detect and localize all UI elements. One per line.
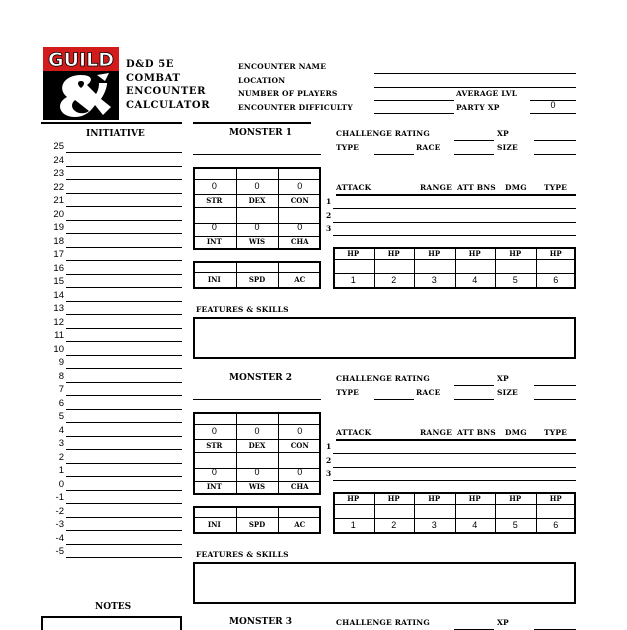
grid-row-line [193, 439, 321, 440]
race-label: RACE [416, 388, 441, 397]
attack-header: ATTACK [336, 183, 372, 192]
initiative-entry-line[interactable] [66, 490, 182, 491]
attack-entry-line[interactable] [333, 235, 576, 236]
hp-slot-number: 4 [472, 520, 478, 530]
grid-row-line [193, 517, 321, 518]
initiative-number: 5 [58, 411, 64, 422]
ability-score-label: WIS [248, 237, 266, 246]
xp-field[interactable] [534, 385, 576, 386]
initiative-number: 0 [58, 478, 64, 490]
xp-field[interactable] [534, 140, 576, 141]
hp-slot-number: 4 [472, 275, 478, 285]
initiative-number: 24 [53, 154, 64, 166]
initiative-number: -3 [55, 519, 64, 530]
grid-row-line [193, 194, 321, 195]
location-label: LOCATION [238, 76, 286, 85]
encounter-name-field[interactable] [374, 73, 576, 74]
hp-header: HP [387, 249, 400, 258]
initiative-entry-line[interactable] [66, 463, 182, 464]
type-label: TYPE [336, 143, 360, 152]
challenge-rating-label: CHALLENGE RATING [336, 129, 430, 138]
grid-row-line [193, 272, 321, 273]
hp-slot-number: 6 [553, 520, 559, 530]
initiative-entry-line[interactable] [66, 220, 182, 221]
hp-input[interactable] [376, 506, 413, 517]
hp-slot-number: 5 [512, 275, 518, 285]
initiative-number: 11 [54, 330, 64, 341]
party-xp-value: 0 [550, 100, 556, 110]
race-field[interactable] [454, 154, 494, 155]
attack-entry-line[interactable] [333, 480, 576, 481]
grid-row-line [333, 504, 576, 505]
party-xp-field[interactable] [530, 113, 576, 114]
hp-input[interactable] [335, 506, 372, 517]
misc-stat-label: INI [207, 520, 221, 529]
initiative-entry-line[interactable] [66, 395, 182, 396]
initiative-entry-line[interactable] [66, 503, 182, 504]
ability-score-value[interactable]: 0 [211, 426, 217, 436]
party-xp-label: PARTY XP [456, 103, 500, 112]
challenge-rating-field[interactable] [454, 385, 494, 386]
challenge-rating-label: CHALLENGE RATING [336, 618, 430, 627]
hp-slot-number: 3 [431, 275, 437, 285]
hp-slot-number: 2 [391, 520, 397, 530]
initiative-entry-line[interactable] [66, 530, 182, 531]
initiative-entry-line[interactable] [66, 449, 182, 450]
ability-score-label: WIS [248, 482, 266, 491]
initiative-entry-line[interactable] [66, 476, 182, 477]
size-label: SIZE [497, 388, 518, 397]
initiative-number: 2 [58, 451, 64, 463]
initiative-number: 21 [53, 195, 64, 206]
misc-stat-label: AC [294, 520, 306, 529]
range-header: RANGE [420, 183, 453, 192]
features-skills-label: FEATURES & SKILLS [196, 550, 289, 559]
initiative-number: 10 [53, 343, 64, 355]
attack-row-number: 3 [326, 224, 332, 233]
hp-input[interactable] [416, 506, 453, 517]
grid-row-line [333, 518, 576, 519]
grid-row-line [193, 424, 321, 425]
initiative-number: 6 [58, 397, 64, 409]
challenge-rating-field[interactable] [454, 140, 494, 141]
hp-input[interactable] [457, 261, 494, 272]
initiative-number: 19 [53, 222, 64, 233]
initiative-number: 1 [58, 465, 64, 476]
initiative-number: 17 [53, 249, 64, 260]
header-right-divider [193, 122, 311, 124]
initiative-entry-line[interactable] [66, 355, 182, 356]
range-header: RANGE [420, 428, 453, 437]
hp-slot-number: 1 [350, 520, 356, 530]
ability-score-value[interactable]: 0 [211, 222, 217, 232]
initiative-entry-line[interactable] [66, 152, 182, 153]
ability-score-label: STR [206, 196, 223, 205]
initiative-number: -4 [55, 532, 64, 544]
ability-score-label: CON [290, 196, 309, 205]
grid-row-line [193, 452, 321, 453]
monster-name-field[interactable] [193, 154, 321, 155]
hp-header: HP [428, 494, 441, 503]
ability-score-value[interactable]: 0 [254, 426, 260, 436]
hp-header: HP [387, 494, 400, 503]
hp-slot-number: 3 [431, 520, 437, 530]
attack-row-number: 1 [326, 197, 332, 206]
initiative-entry-line[interactable] [66, 382, 182, 383]
ability-score-label: INT [206, 482, 222, 491]
hp-input[interactable] [335, 261, 372, 272]
initiative-entry-line[interactable] [66, 328, 182, 329]
initiative-entry-line[interactable] [66, 544, 182, 545]
att-bns-header: ATT BNS [457, 428, 496, 437]
type-field[interactable] [374, 154, 414, 155]
attack-entry-line[interactable] [333, 467, 576, 468]
initiative-entry-line[interactable] [66, 274, 182, 275]
initiative-number: 14 [53, 289, 64, 301]
ability-score-value[interactable]: 0 [254, 181, 260, 191]
initiative-entry-line[interactable] [66, 206, 182, 207]
attack-entry-line[interactable] [333, 208, 576, 209]
attack-entry-line[interactable] [333, 453, 576, 454]
number-of-players-label: NUMBER OF PLAYERS [238, 89, 338, 98]
initiative-entry-line[interactable] [66, 260, 182, 261]
misc-stat-label: SPD [248, 275, 266, 284]
ability-score-label: CHA [290, 482, 309, 491]
attack-row-number: 1 [326, 442, 332, 451]
initiative-entry-line[interactable] [66, 193, 182, 194]
initiative-number: -1 [55, 492, 64, 503]
initiative-number: 16 [53, 262, 64, 274]
encounter-difficulty-label: ENCOUNTER DIFFICULTY [238, 103, 353, 112]
hp-header: HP [549, 249, 562, 258]
size-label: SIZE [497, 143, 518, 152]
initiative-number: 9 [58, 357, 64, 368]
encounter-name-label: ENCOUNTER NAME [238, 62, 327, 71]
attack-entry-line[interactable] [333, 222, 576, 223]
hp-header: HP [468, 249, 481, 258]
ability-score-label: CON [290, 441, 309, 450]
initiative-entry-line[interactable] [66, 233, 182, 234]
features-skills-label: FEATURES & SKILLS [196, 305, 289, 314]
initiative-entry-line[interactable] [66, 314, 182, 315]
header-left-divider [41, 122, 182, 124]
initiative-number: 13 [53, 303, 64, 314]
initiative-entry-line[interactable] [66, 517, 182, 518]
initiative-number: -2 [55, 505, 64, 517]
race-field[interactable] [454, 399, 494, 400]
hp-header: HP [428, 249, 441, 258]
initiative-number: 18 [53, 235, 64, 247]
size-field[interactable] [534, 399, 576, 400]
dmg-header: DMG [505, 428, 527, 437]
xp-label: XP [497, 618, 509, 627]
ability-score-value[interactable]: 0 [297, 426, 303, 436]
monster-title: MONSTER 1 [229, 128, 292, 138]
monster-title: MONSTER 3 [229, 617, 292, 627]
initiative-label: INITIATIVE [86, 129, 145, 139]
initiative-entry-line[interactable] [66, 287, 182, 288]
attack-header: ATTACK [336, 428, 372, 437]
hp-input[interactable] [538, 261, 575, 272]
hp-header: HP [468, 494, 481, 503]
misc-stat-label: INI [207, 275, 221, 284]
initiative-number: 22 [53, 181, 64, 193]
hp-slot-number: 2 [391, 275, 397, 285]
grid-row-line [193, 207, 321, 208]
ability-score-value[interactable]: 0 [211, 467, 217, 477]
hp-input[interactable] [497, 261, 534, 272]
notes-box[interactable] [41, 616, 182, 630]
ability-score-value[interactable]: 0 [297, 181, 303, 191]
ability-score-label: INT [206, 237, 222, 246]
ability-score-value[interactable]: 0 [297, 222, 303, 232]
race-label: RACE [416, 143, 441, 152]
type-header: TYPE [544, 428, 568, 437]
hp-header: HP [509, 494, 522, 503]
grid-row-line [333, 273, 576, 274]
number-of-players-field[interactable] [374, 100, 454, 101]
initiative-number: 15 [53, 276, 64, 287]
hp-header: HP [347, 494, 360, 503]
ability-score-value[interactable]: 0 [254, 467, 260, 477]
hp-header: HP [347, 249, 360, 258]
ability-score-label: DEX [248, 441, 266, 450]
initiative-entry-line[interactable] [66, 436, 182, 437]
initiative-entry-line[interactable] [66, 247, 182, 248]
notes-label: NOTES [95, 602, 132, 612]
xp-label: XP [497, 374, 509, 383]
initiative-entry-line[interactable] [66, 557, 182, 558]
hp-input[interactable] [457, 506, 494, 517]
initiative-number: 20 [53, 208, 64, 220]
initiative-entry-line[interactable] [66, 301, 182, 302]
features-skills-box[interactable] [193, 317, 576, 359]
att-bns-header: ATT BNS [457, 183, 496, 192]
monster-name-field[interactable] [193, 399, 321, 400]
ability-score-value[interactable]: 0 [211, 181, 217, 191]
initiative-entry-line[interactable] [66, 422, 182, 423]
xp-label: XP [497, 129, 509, 138]
grid-row-line [193, 179, 321, 180]
attack-row-number: 2 [326, 455, 332, 465]
app-title: D&D 5E COMBAT ENCOUNTER CALCULATOR [126, 59, 211, 111]
initiative-number: 7 [58, 384, 64, 395]
type-field[interactable] [374, 399, 414, 400]
misc-stat-label: AC [294, 275, 306, 284]
attack-header-line [336, 439, 576, 441]
attack-header-line [336, 194, 576, 196]
dmg-header: DMG [505, 183, 527, 192]
ability-score-label: DEX [248, 196, 266, 205]
initiative-number: 3 [58, 438, 64, 449]
encounter-difficulty-field[interactable] [374, 113, 454, 114]
hp-input[interactable] [538, 506, 575, 517]
ability-score-value[interactable]: 0 [254, 222, 260, 232]
dragon-ampersand-icon [41, 45, 121, 122]
hp-slot-number: 1 [350, 275, 356, 285]
initiative-number: 4 [58, 424, 64, 436]
monster-title: MONSTER 2 [229, 373, 292, 383]
grid-row-line [333, 259, 576, 260]
ability-score-value[interactable]: 0 [297, 467, 303, 477]
hp-slot-number: 5 [512, 520, 518, 530]
hp-slot-number: 6 [553, 275, 559, 285]
hp-input[interactable] [497, 506, 534, 517]
misc-stat-label: SPD [248, 520, 266, 529]
initiative-number: -5 [55, 546, 64, 557]
initiative-number: 12 [53, 316, 64, 328]
guild-logo [41, 45, 121, 122]
ability-score-label: CHA [290, 237, 309, 246]
initiative-number: 23 [53, 168, 64, 179]
initiative-number: 8 [58, 370, 64, 382]
location-field[interactable] [374, 87, 576, 88]
average-lvl-label: AVERAGE LVL [456, 89, 518, 98]
hp-header: HP [509, 249, 522, 258]
hp-header: HP [549, 494, 562, 503]
initiative-entry-line[interactable] [66, 409, 182, 410]
features-skills-box[interactable] [193, 562, 576, 604]
attack-row-number: 2 [326, 210, 332, 220]
initiative-entry-line[interactable] [66, 368, 182, 369]
initiative-entry-line[interactable] [66, 166, 182, 167]
hp-input[interactable] [376, 261, 413, 272]
hp-input[interactable] [416, 261, 453, 272]
size-field[interactable] [534, 154, 576, 155]
initiative-entry-line[interactable] [66, 341, 182, 342]
initiative-entry-line[interactable] [66, 179, 182, 180]
type-label: TYPE [336, 388, 360, 397]
challenge-rating-label: CHALLENGE RATING [336, 374, 430, 383]
type-header: TYPE [544, 183, 568, 192]
attack-row-number: 3 [326, 469, 332, 478]
initiative-number: 25 [53, 141, 64, 152]
svg-text:GUILD: GUILD [48, 49, 114, 71]
ability-score-label: STR [206, 441, 223, 450]
